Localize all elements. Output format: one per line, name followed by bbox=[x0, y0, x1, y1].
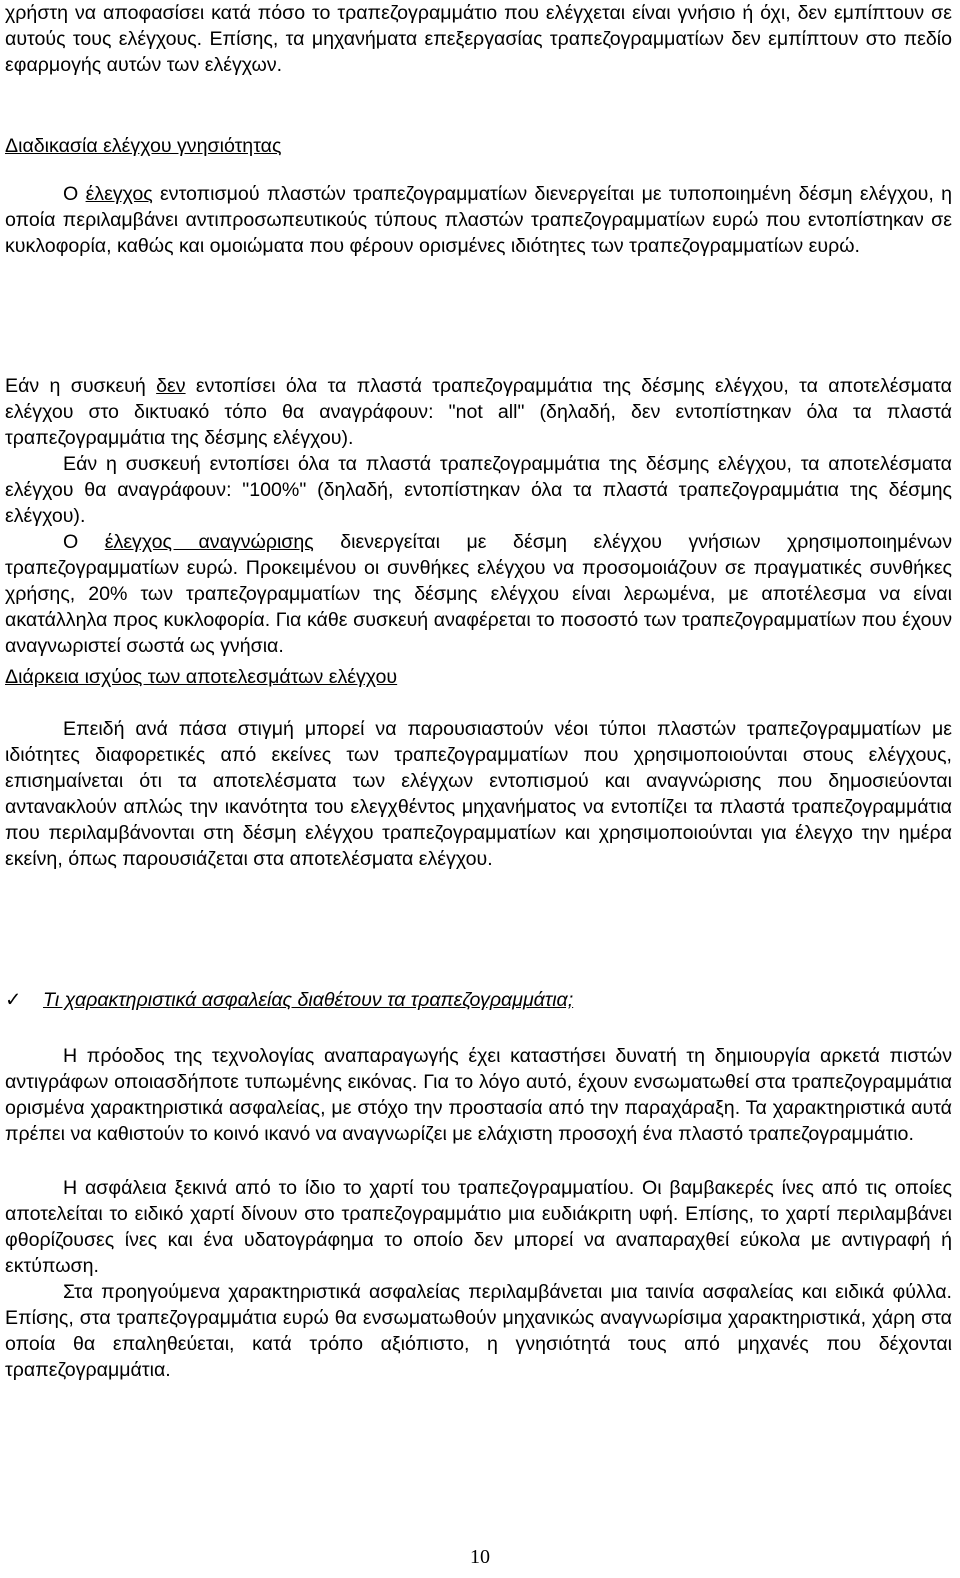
p1-rest: εντοπισμού πλαστών τραπεζογραμματίων διενεργείται με τυποποιημένη δέσμη ελέγχου, η οποία περιλαμβάνει αντιπροσωπευτικούς τύπους πλαστών τραπεζογραμματίων ευρώ που εντοπίστηκαν σε κυκλοφορία, καθώς και ομοιώματα που φέρουν ορισμένες ιδιότητες των τραπεζογραμματίων ευρώ. bbox=[5, 183, 952, 257]
features-paragraph-3: Στα προηγούμενα χαρακτηριστικά ασφαλείας περιλαμβάνεται μια ταινία ασφαλείας και ειδικά φύλλα. Επίσης, στα τραπεζογραμμάτια ευρώ θα ενσωματωθούν μηχανικώς αναγνωρίσιμα χαρακτηριστικά, χάρη στα οποία θα επαληθεύεται, κατά τρόπο αξιόπιστο, η γνησιότητά τους από μηχανές που δέχονται τραπεζογραμμάτια. bbox=[5, 1281, 952, 1381]
features-question-text: Τι χαρακτηριστικά ασφαλείας διαθέτουν τα τραπεζογραμμάτια; bbox=[43, 989, 574, 1011]
duration-paragraph: Επειδή ανά πάσα στιγμή μπορεί να παρουσιαστούν νέοι τύποι πλαστών τραπεζογραμματίων με ιδιότητες διαφορετικές από εκείνες των τραπεζογραμματίων που χρησιμοποιούνται στους ελέγχους, επισημαίνεται ότι τα αποτελέσματα των ελέγχων εντοπισμού και αναγνώρισης που δημοσιεύονται αντανακλούν απλώς την ικανότητα του ελεγχθέντος μηχανήματος να εντοπίζει τα πλαστά τραπεζογραμμάτια που περιλαμβάνονται στη δέσμη ελέγχου τραπεζογραμματίων και χρησιμοποιούνται για έλεγχο την ημέρα εκείνη, όπως παρουσιάζεται στα αποτελέσματα ελέγχου. bbox=[5, 718, 952, 870]
p2-prefix: Εάν η συσκευή bbox=[5, 375, 157, 397]
recognition-test-term: έλεγχος αναγνώρισης bbox=[104, 531, 314, 553]
top-paragraph: χρήστη να αποφασίσει κατά πόσο το τραπεζογραμμάτιο που ελέγχεται είναι γνήσιο ή όχι, δεν εμπίπτουν σε αυτούς τους ελέγχους. Επίσης, τα μηχανήματα επεξεργασίας τραπεζογραμματίων δεν εμπίπτουν στο πεδίο εφαρμογής αυτών των ελέγχων. bbox=[5, 2, 952, 76]
features-question bbox=[5, 988, 952, 1012]
p1-prefix: Ο bbox=[63, 183, 86, 205]
results-block bbox=[5, 373, 952, 659]
check-icon: ✓ bbox=[5, 988, 22, 1011]
not-all-paragraph bbox=[5, 373, 952, 451]
all-detected-paragraph: Εάν η συσκευή εντοπίσει όλα τα πλαστά τραπεζογραμμάτια της δέσμης ελέγχου, τα αποτελέσματα ελέγχου θα αναγράφουν: "100%" (δηλαδή, εντοπίστηκαν όλα τα πλαστά τραπεζογραμμάτια της δέσμης ελέγχου). bbox=[5, 453, 952, 527]
p4-rest: διενεργείται με δέσμη ελέγχου γνήσιων χρησιμοποιημένων τραπεζογραμματίων ευρώ. Προκειμένου οι συνθήκες ελέγχου να προσομοιάζουν σε πραγματικές συνθήκες χρήσης, 20% των τραπεζογραμματίων της δέσμης ελέγχου είναι λερωμένα, με αποτέλεσμα να είναι ακατάλληλα προς κυκλοφορία. Για κάθε συσκευή αναφέρεται το ποσοστό των τραπεζογραμματίων που έχουν αναγνωριστεί σωστά ως γνήσια. bbox=[5, 531, 953, 657]
detection-test-term: έλεγχος bbox=[85, 183, 153, 205]
features-paragraph-1: Η πρόοδος της τεχνολογίας αναπαραγωγής έχει καταστήσει δυνατή τη δημιουργία αρκετά πιστών αντιγράφων οποιασδήποτε τυπωμένης εικόνας. Για το λόγο αυτό, έχουν ενσωματωθεί στα τραπεζογραμμάτια ορισμένα χαρακτηριστικά ασφαλείας, με στόχο την προστασία από την παραχάραξη. Τα χαρακτηριστικά αυτά πρέπει να καθιστούν το κοινό ικανό να αναγνωρίζει με ελάχιστη προσοχή ένα πλαστό τραπεζογραμμάτιο. bbox=[5, 1045, 952, 1145]
duration-heading: Διάρκεια ισχύος των αποτελεσμάτων ελέγχου bbox=[5, 666, 398, 688]
page-number: 10 bbox=[470, 1546, 490, 1568]
recognition-test-paragraph bbox=[5, 529, 952, 659]
p4-prefix: Ο bbox=[63, 531, 105, 553]
not-term: δεν bbox=[156, 375, 186, 397]
detection-test-paragraph bbox=[5, 181, 952, 259]
authenticity-heading: Διαδικασία ελέγχου γνησιότητας bbox=[5, 135, 282, 157]
features-paragraph-2: Η ασφάλεια ξεκινά από το ίδιο το χαρτί του τραπεζογραμματίου. Οι βαμβακερές ίνες από τις οποίες αποτελείται το ειδικό χαρτί δίνουν στο τραπεζογραμμάτιο μια ευδιάκριτη υφή. Επίσης, το χαρτί περιλαμβάνει φθορίζουσες ίνες και ένα υδατογράφημα το οποίο δεν μπορεί να αναπαραχθεί εύκολα με αντιγραφή ή εκτύπωση. bbox=[5, 1177, 952, 1277]
p2-rest: εντοπίσει όλα τα πλαστά τραπεζογραμμάτια της δέσμης ελέγχου, τα αποτελέσματα ελέγχου στο δικτυακό τόπο θα αναγράφουν: "not all" (δηλαδή, δεν εντοπίστηκαν όλα τα πλαστά τραπεζογραμμάτια της δέσμης ελέγχου). bbox=[5, 375, 952, 449]
